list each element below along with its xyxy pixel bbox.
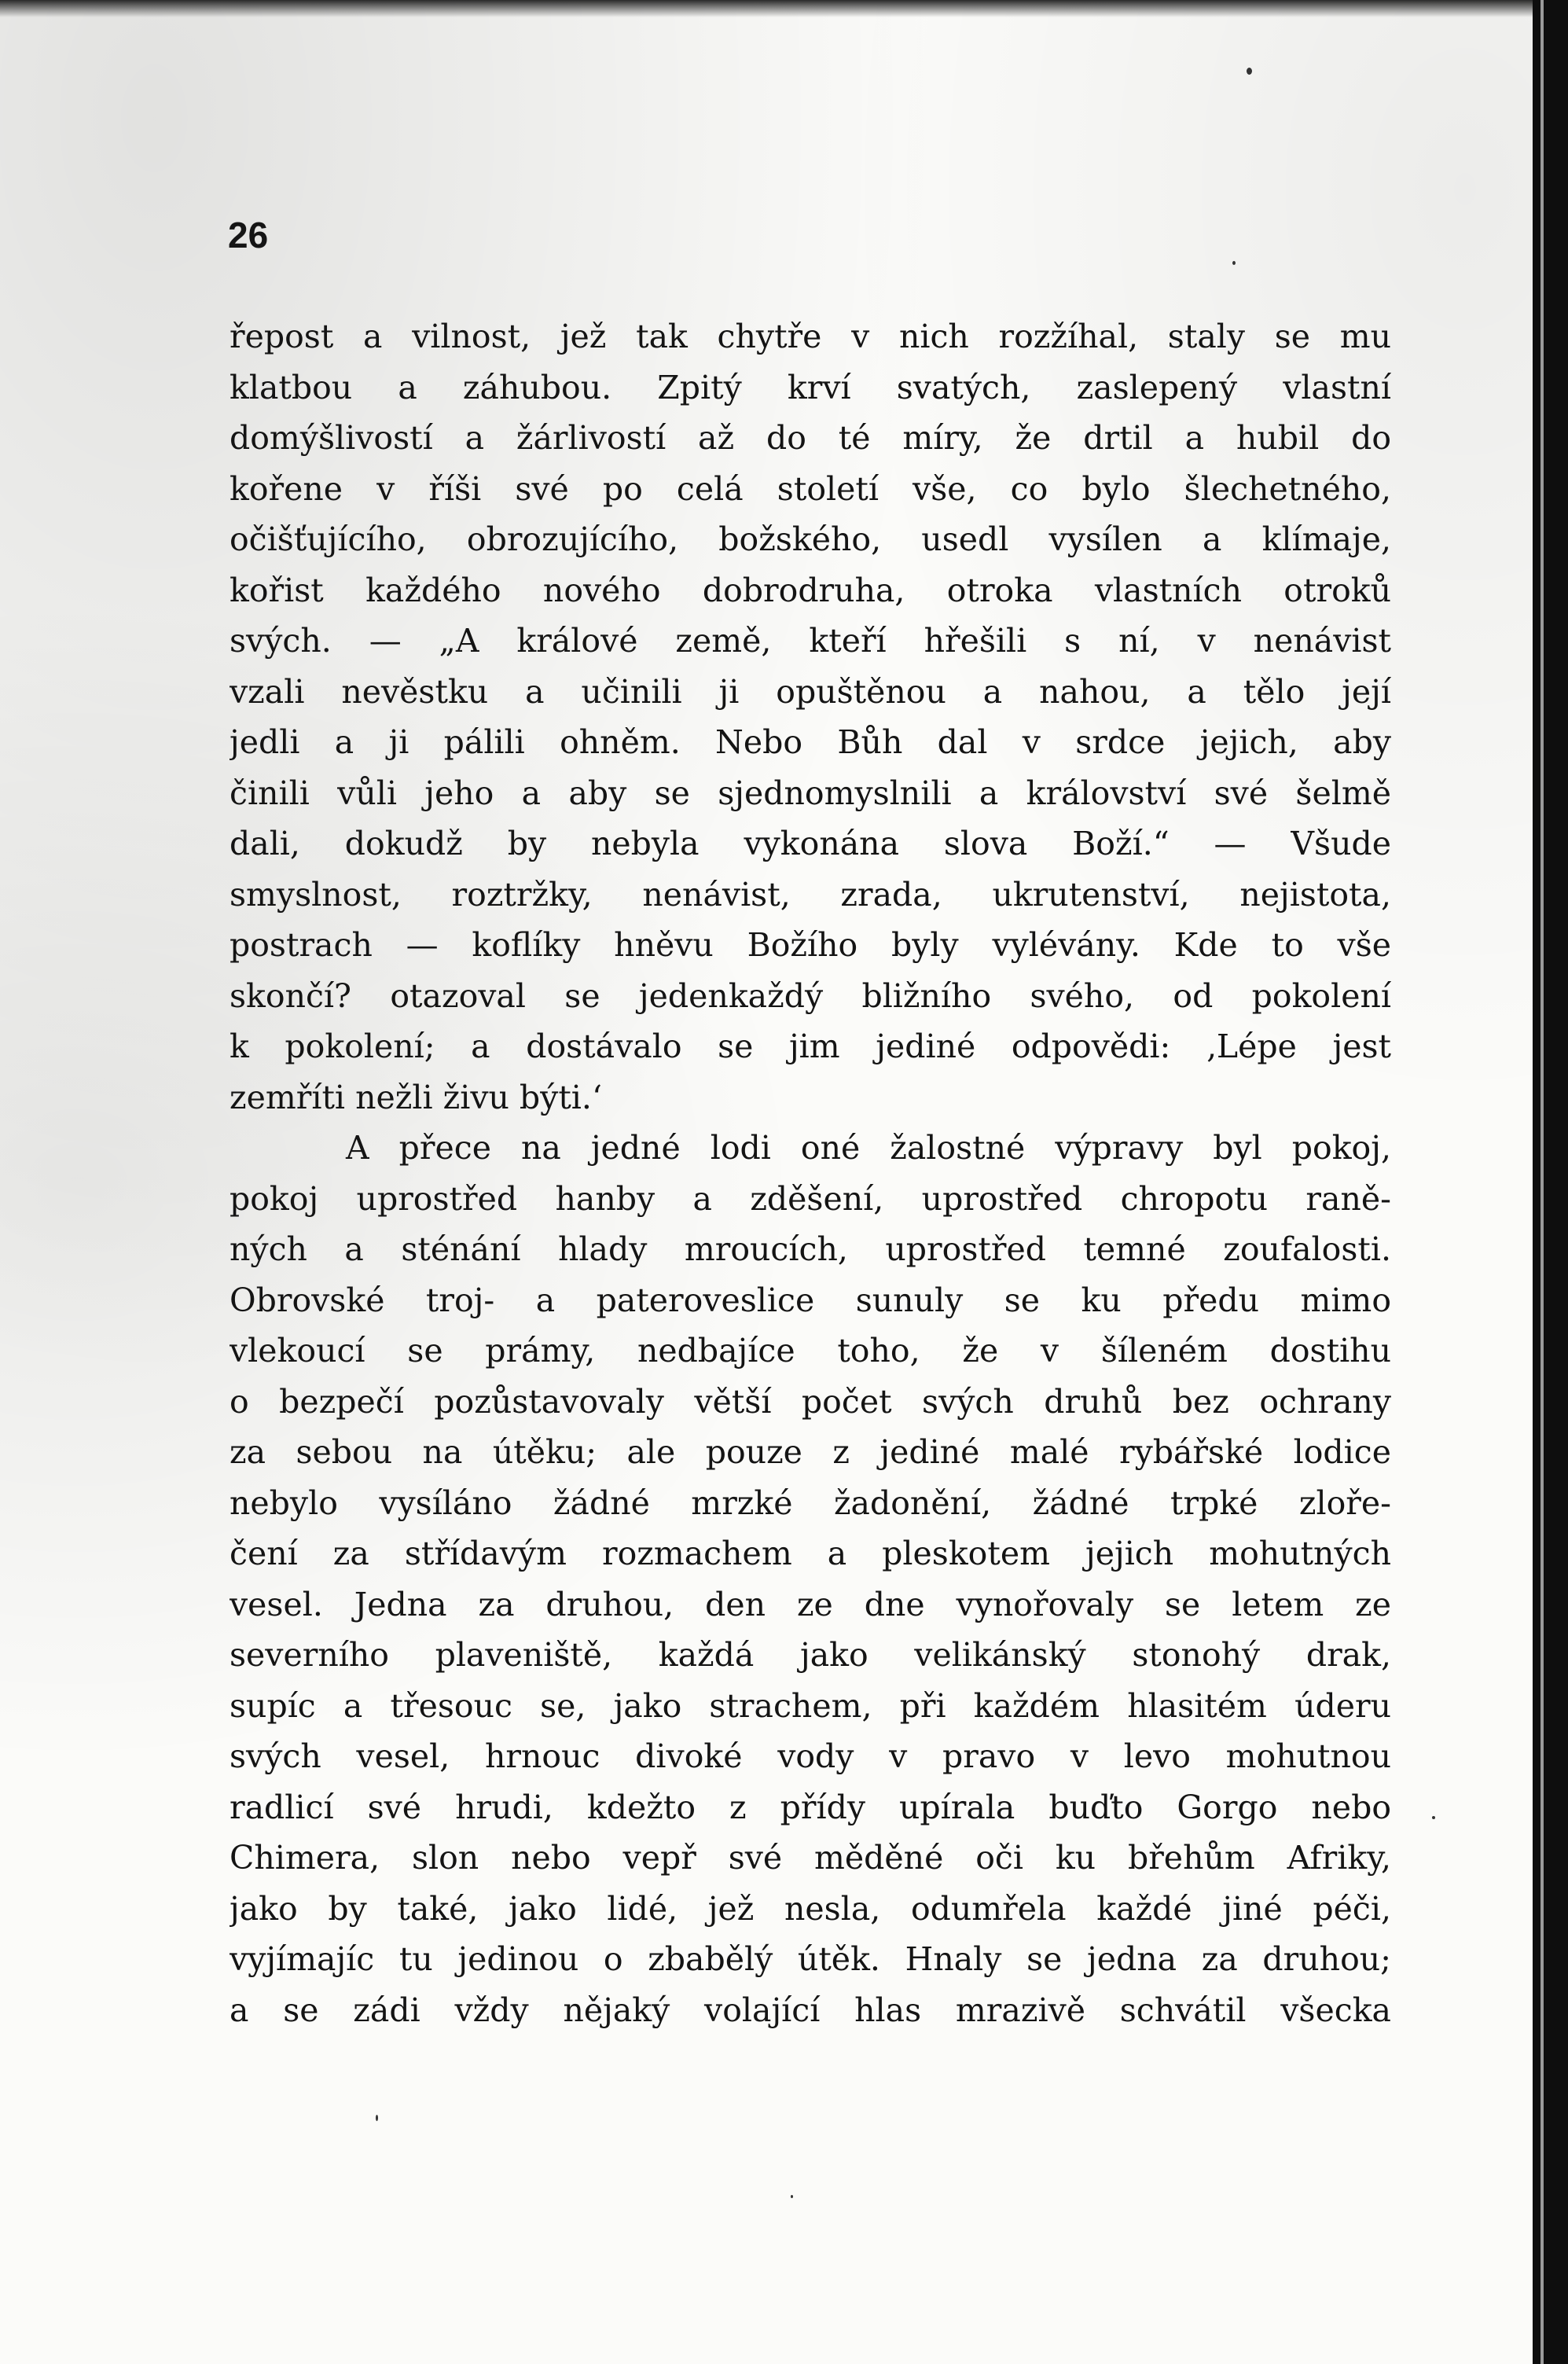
text-line: radlicí své hrudi, kdežto z přídy upírala buďto Gorgo nebo	[230, 1788, 1391, 1826]
text-line: kořist každého nového dobrodruha, otroka vlastních otroků	[230, 571, 1391, 609]
text-line: jedli a ji pálili ohněm. Nebo Bůh dal v srdce jejich, aby	[230, 723, 1391, 761]
text-line: vlekoucí se prámy, nedbajíce toho, že v šíleném dostihu	[230, 1332, 1391, 1370]
text-line: supíc a třesouc se, jako strachem, při každém hlasitém úderu	[230, 1686, 1391, 1725]
text-line: čení za střídavým rozmachem a pleskotem jejich mohutných	[230, 1535, 1391, 1572]
scan-speck	[1432, 1816, 1435, 1819]
text-line: skončí? otazoval se jedenkaždý bližního svého, od pokolení	[230, 976, 1391, 1015]
text-line: Obrovské troj- a pateroveslice sunuly se ku předu mimo	[230, 1281, 1391, 1319]
text-line: vyjímajíc tu jedinou o zbabělý útěk. Hnaly se jedna za druhou;	[230, 1940, 1391, 1978]
text-line: kořene v říši své po celá století vše, co bylo šlechetného,	[230, 469, 1391, 508]
text-line: zemříti nežli živu býti.‘	[230, 1078, 602, 1116]
text-line: Chimera, slon nebo vepř své měděné oči ku břehům Afriky,	[230, 1839, 1391, 1877]
text-line: jako by také, jako lidé, jež nesla, odumřela každé jiné péči,	[230, 1889, 1391, 1928]
text-line: smyslnost, roztržky, nenávist, zrada, ukrutenství, nejistota,	[230, 875, 1391, 914]
text-line: o bezpečí pozůstavovaly větší počet svých druhů bez ochrany	[230, 1382, 1391, 1421]
text-line: dali, dokudž by nebyla vykonána slova Boží.“ — Všude	[230, 825, 1391, 862]
text-line: ných a sténání hlady mroucích, uprostřed temné zoufalosti.	[230, 1230, 1391, 1268]
scan-top-edge	[0, 0, 1542, 17]
text-line: pokoj uprostřed hanby a zděšení, uprostřed chropotu raně-	[230, 1179, 1391, 1218]
text-line: nebylo vysíláno žádné mrzké žadonění, žádné trpké zloře-	[230, 1483, 1391, 1522]
scan-speck	[376, 2115, 378, 2121]
text-line: řepost a vilnost, jež tak chytře v nich rozžíhal, staly se mu	[230, 318, 1391, 355]
paragraph-start-line: A přece na jedné lodi oné žalostné výpravy byl pokoj,	[346, 1129, 1391, 1167]
page-edge-highlight	[1540, 0, 1544, 2364]
text-line: k pokolení; a dostávalo se jim jediné odpovědi: ‚Lépe jest	[230, 1028, 1391, 1065]
text-line: vzali nevěstku a učinili ji opuštěnou a nahou, a tělo její	[230, 672, 1391, 711]
scan-speck	[1232, 261, 1236, 265]
scan-right-edge	[1533, 0, 1568, 2364]
text-line: postrach — koflíky hněvu Božího byly vylévány. Kde to vše	[230, 926, 1391, 964]
text-line: za sebou na útěku; ale pouze z jediné malé rybářské lodice	[230, 1433, 1391, 1471]
scan-speck	[791, 2195, 793, 2198]
text-line: svých vesel, hrnouc divoké vody v pravo v levo mohutnou	[230, 1737, 1391, 1775]
text-line: a se zádi vždy nějaký volající hlas mrazivě schvátil všecka	[230, 1991, 1391, 2029]
text-line: činili vůli jeho a aby se sjednomyslnili a království své šelmě	[230, 774, 1391, 812]
page-text	[230, 311, 1391, 2035]
text-line: očišťujícího, obrozujícího, božského, usedl vysílen a klímaje,	[230, 520, 1391, 558]
text-line: domýšlivostí a žárlivostí až do té míry, že drtil a hubil do	[230, 419, 1391, 457]
page-number: 26	[228, 215, 269, 256]
scan-speck	[1247, 68, 1252, 75]
text-line: klatbou a záhubou. Zpitý krví svatých, zaslepený vlastní	[230, 368, 1391, 406]
text-line: vesel. Jedna za druhou, den ze dne vynořovaly se letem ze	[230, 1585, 1391, 1623]
text-line: severního plaveniště, každá jako velikánský stonohý drak,	[230, 1636, 1391, 1674]
text-line: svých. — „A králové země, kteří hřešili s ní, v nenávist	[230, 622, 1391, 660]
